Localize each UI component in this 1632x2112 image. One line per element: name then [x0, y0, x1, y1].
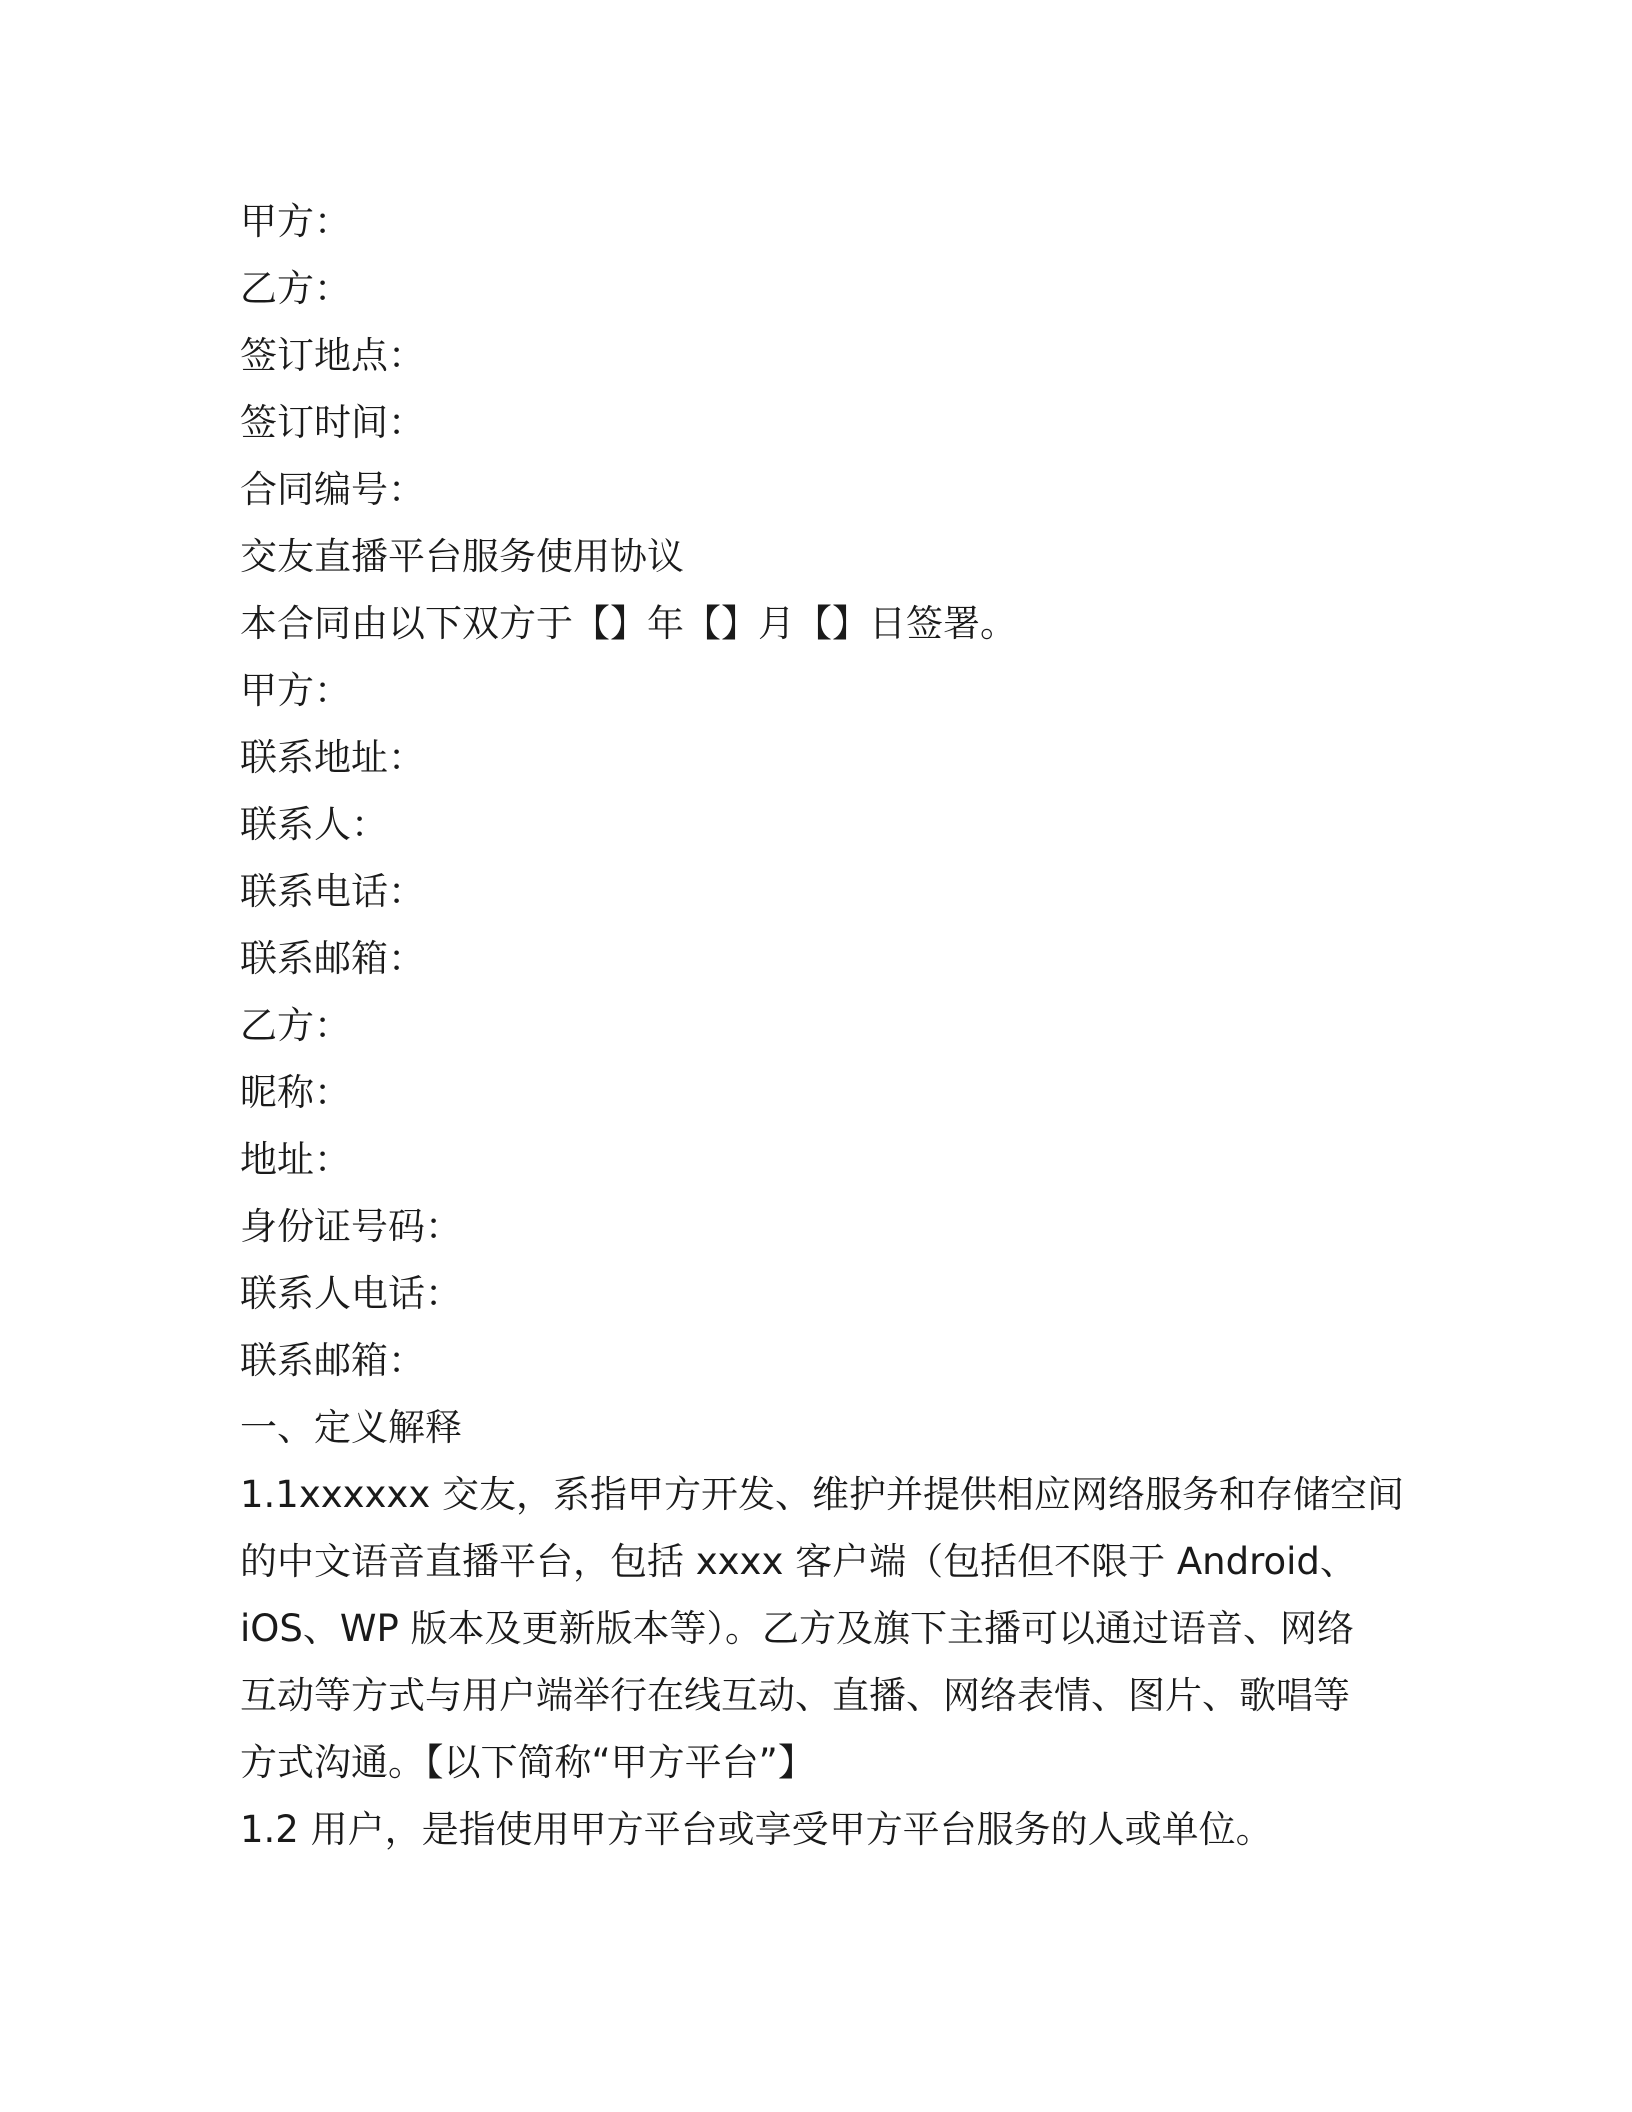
clause-1-1-line: iOS、WP 版本及更新版本等）。乙方及旗下主播可以通过语音、网络	[240, 1607, 1355, 1650]
clause-1-1-line: 的中文语音直播平台，包括 xxxx 客户端（包括但不限于 Android、	[240, 1540, 1357, 1583]
party-a-email-label: 联系邮箱：	[240, 937, 425, 980]
contract-number-label: 合同编号：	[240, 468, 425, 511]
signing-time-label: 签订时间：	[240, 401, 425, 444]
party-b-nickname-label: 昵称：	[240, 1071, 351, 1114]
party-a-phone-label: 联系电话：	[240, 870, 425, 913]
clause-1-2: 1.2 用户，是指使用甲方平台或享受甲方平台服务的人或单位。	[240, 1808, 1273, 1851]
party-b-contact-phone-label: 联系人电话：	[240, 1272, 462, 1315]
party-a-address-label: 联系地址：	[240, 736, 425, 779]
signing-date-statement: 本合同由以下双方于【】年【】月【】日签署。	[240, 602, 1017, 645]
clause-1-1	[240, 1461, 1404, 1796]
clause-1-1-line: 方式沟通。【以下简称“甲方平台”】	[240, 1741, 815, 1784]
party-b-section-label: 乙方：	[240, 1004, 351, 1047]
party-b-label: 乙方：	[240, 267, 351, 310]
signing-place-label: 签订地点：	[240, 334, 425, 377]
document-title: 交友直播平台服务使用协议	[240, 535, 684, 578]
party-b-email-label: 联系邮箱：	[240, 1339, 425, 1382]
section-heading-definitions: 一、定义解释	[240, 1406, 462, 1449]
clause-1-1-line: 1.1xxxxxx 交友，系指甲方开发、维护并提供相应网络服务和存储空间	[240, 1473, 1404, 1516]
party-a-contact-label: 联系人：	[240, 803, 388, 846]
document-body	[240, 188, 1404, 1863]
party-a-label: 甲方：	[240, 200, 351, 243]
party-b-id-number-label: 身份证号码：	[240, 1205, 462, 1248]
clause-1-1-line: 互动等方式与用户端举行在线互动、直播、网络表情、图片、歌唱等	[240, 1674, 1350, 1717]
party-b-address-label: 地址：	[240, 1138, 351, 1181]
party-a-section-label: 甲方：	[240, 669, 351, 712]
